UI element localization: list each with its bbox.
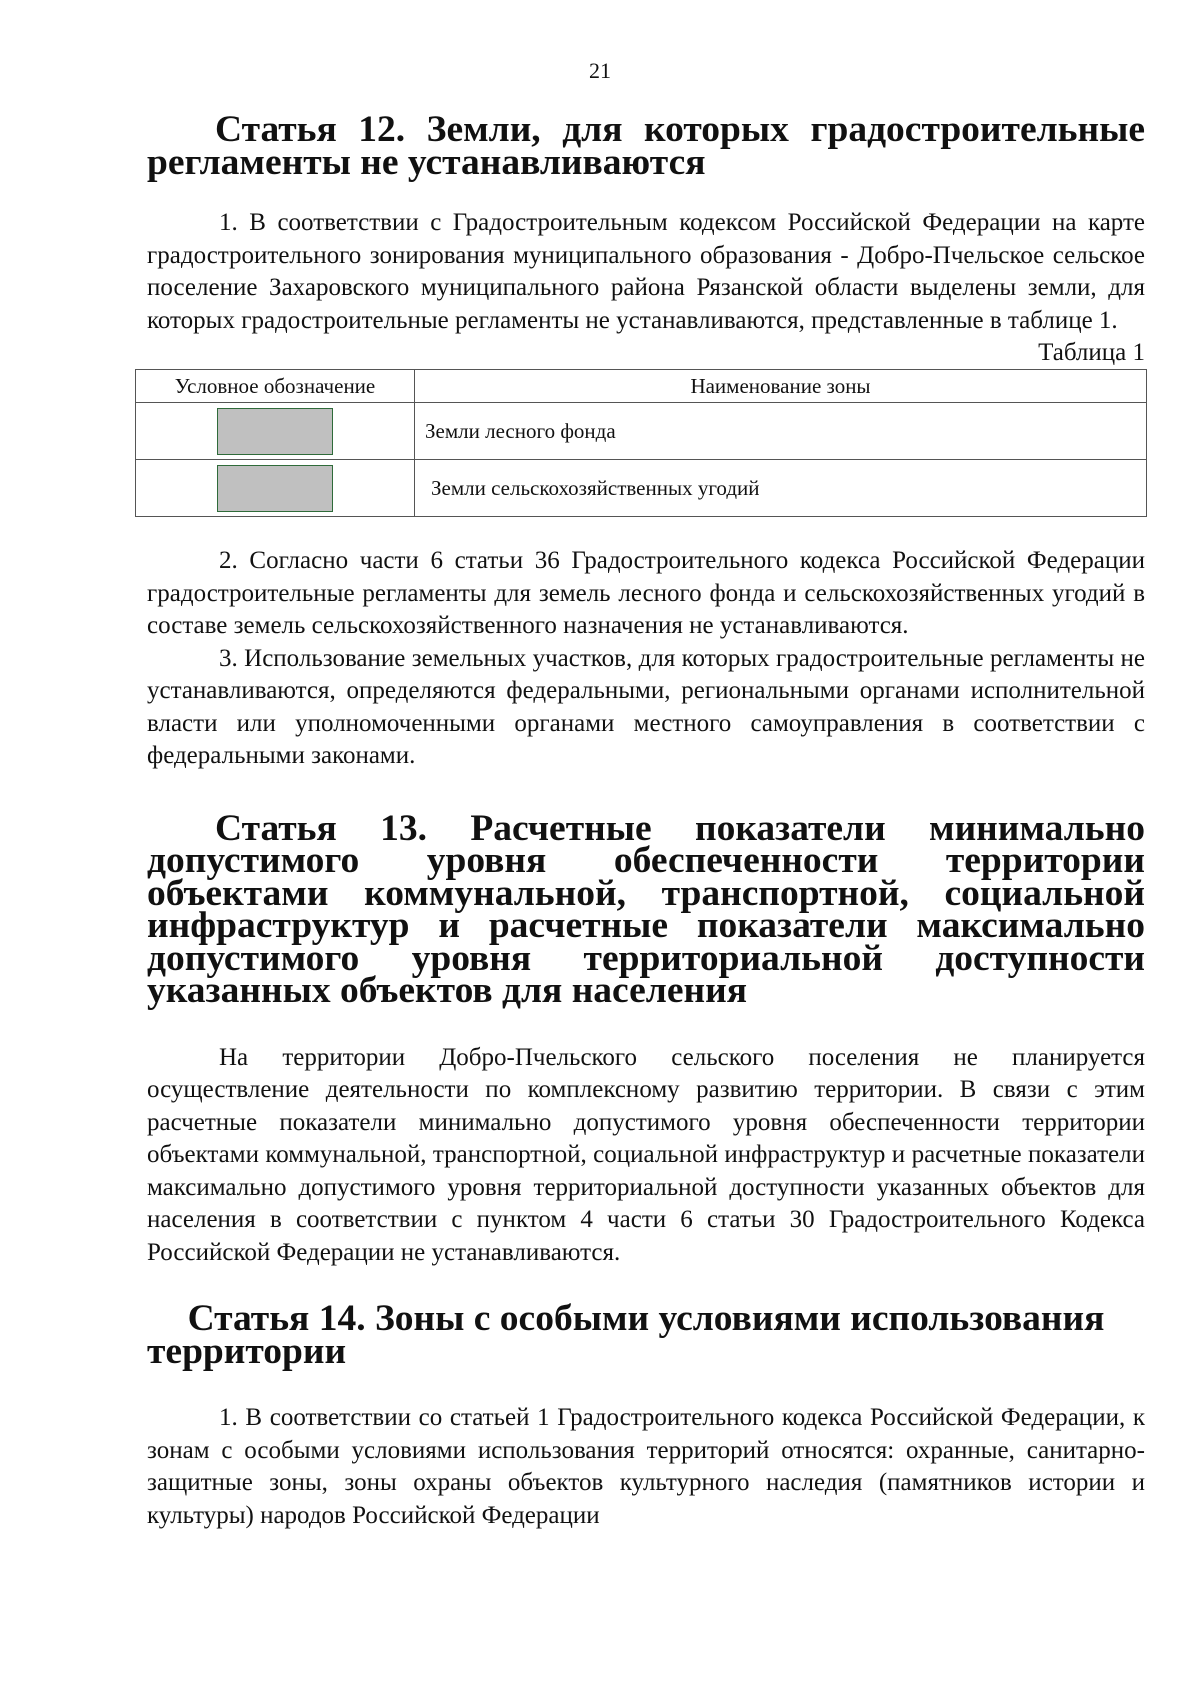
table-caption: Таблица 1 bbox=[1038, 339, 1145, 366]
table-row bbox=[136, 403, 1147, 460]
page-content bbox=[147, 109, 1145, 1532]
article-14-paragraph-1: 1. В соответствии со статьей 1 Градостроительного кодекса Российской Федерации, к зонам с особыми условиями использования территорий относятся: охранные, санитарно-защитные зоны, зоны охраны объектов культурного наследия (памятников истории и культуры) народов Российской Федерации bbox=[147, 1404, 1145, 1529]
page-number: 21 bbox=[589, 58, 611, 83]
table-header-symbol: Условное обозначение bbox=[136, 370, 415, 403]
article-13-paragraph-1: На территории Добро-Пчельского сельского поселения не планируется осуществление деятельности по комплексному развитию территории. В связи с этим расчетные показатели минимально допустимого уровня обеспеченности территории объектами коммунальной, транспортной, социальной инфраструктур и расчетные показатели максимально допустимого уровня территориальной доступности указанных объектов для населения в соответствии с пунктом 4 части 6 статьи 30 Градостроительного Кодекса Российской Федерации не устанавливаются. bbox=[147, 1043, 1145, 1266]
table-header-zone-name: Наименование зоны bbox=[415, 370, 1147, 403]
table-cell-symbol bbox=[136, 403, 415, 460]
article-13-heading: Статья 13. Расчетные показатели минимально допустимого уровня обеспеченности территории объектами коммунальной, транспортной, социальной инфраструктур и расчетные показатели максимально допустимого уровня территориальной доступности указанных объектов для населения bbox=[147, 807, 1145, 1011]
table-header-row bbox=[136, 370, 1147, 403]
table-cell-zone-name: Земли лесного фонда bbox=[415, 403, 1147, 460]
legend-swatch-agricultural bbox=[217, 465, 333, 512]
article-14-heading: Статья 14. Зоны с особыми условиями использования территории bbox=[147, 1298, 1105, 1372]
legend-swatch-forest bbox=[217, 408, 333, 455]
article-12-paragraph-1: 1. В соответствии с Градостроительным кодексом Российской Федерации на карте градостроительного зонирования муниципального образования - Добро-Пчельское сельское поселение Захаровского муниципального района Рязанской области выделены земли, для которых градостроительные регламенты не устанавливаются, представленные в таблице 1. bbox=[147, 209, 1145, 334]
table-cell-zone-name: Земли сельскохозяйственных угодий bbox=[415, 460, 1147, 517]
table-row bbox=[136, 460, 1147, 517]
zones-table bbox=[135, 369, 1147, 517]
article-12-paragraph-3: 3. Использование земельных участков, для которых градостроительные регламенты не устанавливаются, определяются федеральными, региональными органами исполнительной власти или уполномоченными органами местного самоуправления в соответствии с федеральными законами. bbox=[147, 644, 1145, 769]
article-12-paragraph-2: 2. Согласно части 6 статьи 36 Градостроительного кодекса Российской Федерации градостроительные регламенты для земель лесного фонда и сельскохозяйственных угодий в составе земель сельскохозяйственного назначения не устанавливаются. bbox=[147, 547, 1145, 639]
table-cell-symbol bbox=[136, 460, 415, 517]
article-12-heading: Статья 12. Земли, для которых градостроительные регламенты не устанавливаются bbox=[147, 109, 1145, 183]
